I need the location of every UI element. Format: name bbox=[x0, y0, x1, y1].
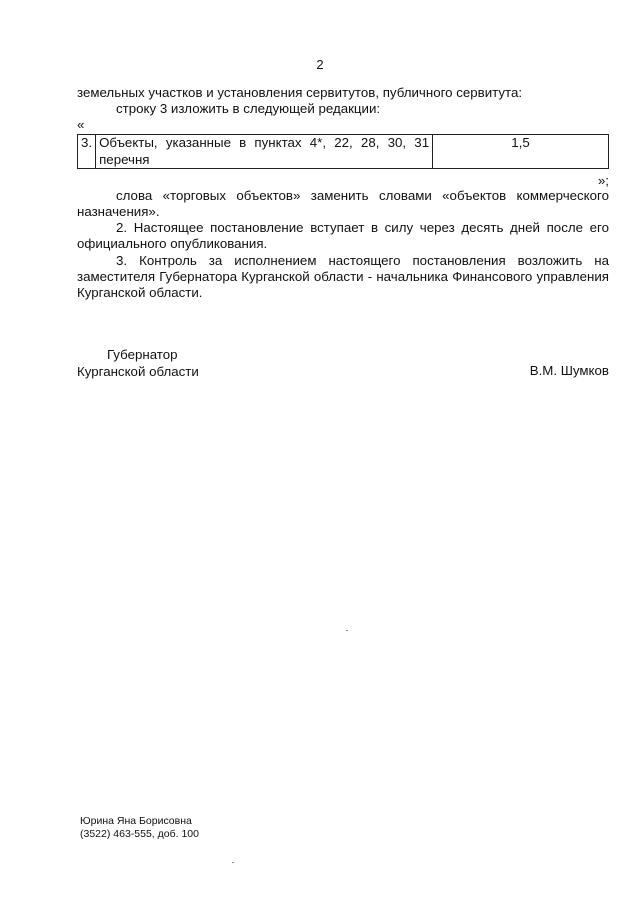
row-description-line2: перечня bbox=[99, 151, 150, 167]
opening-quote: « bbox=[77, 117, 85, 133]
signature-block bbox=[77, 347, 609, 380]
line-continuation: земельных участков и установления сервитутов, публичного сервитута: bbox=[77, 85, 523, 100]
scan-speck bbox=[232, 862, 234, 863]
table-row bbox=[78, 135, 609, 168]
executor-footer bbox=[80, 815, 199, 841]
words-replacement-paragraph: слова «торговых объектов» заменить словами «объектов коммерческого назначения». bbox=[77, 187, 609, 220]
row-number-cell: 3. bbox=[78, 135, 96, 168]
signatory-name: В.М. Шумков bbox=[529, 363, 609, 378]
clause-2-paragraph: 2. Настоящее постановление вступает в силу через десять дней после его официального опубликования. bbox=[77, 220, 609, 252]
row-description-cell bbox=[96, 135, 433, 168]
scan-speck bbox=[346, 630, 348, 631]
executor-phone: (3522) 463-555, доб. 100 bbox=[80, 828, 199, 840]
row-value-cell: 1,5 bbox=[433, 135, 609, 168]
signatory-title-line1: Губернатор bbox=[107, 347, 178, 362]
amendment-table bbox=[77, 134, 609, 168]
closing-quote: »; bbox=[597, 172, 609, 188]
row-description-line1: Объекты, указанные в пунктах 4*, 22, 28, 30, 31 bbox=[99, 135, 430, 151]
document-body bbox=[77, 85, 609, 301]
clause-3-paragraph: 3. Контроль за исполнением настоящего постановления возложить на заместителя Губернатора Курганской области - начальника Финансового управления Курганской области. bbox=[77, 252, 609, 301]
signatory-title-line2: Курганской области bbox=[77, 363, 199, 379]
page-number: 2 bbox=[316, 57, 324, 72]
executor-name: Юрина Яна Борисовна bbox=[80, 815, 192, 827]
instruction-paragraph: строку 3 изложить в следующей редакции: bbox=[116, 101, 381, 117]
